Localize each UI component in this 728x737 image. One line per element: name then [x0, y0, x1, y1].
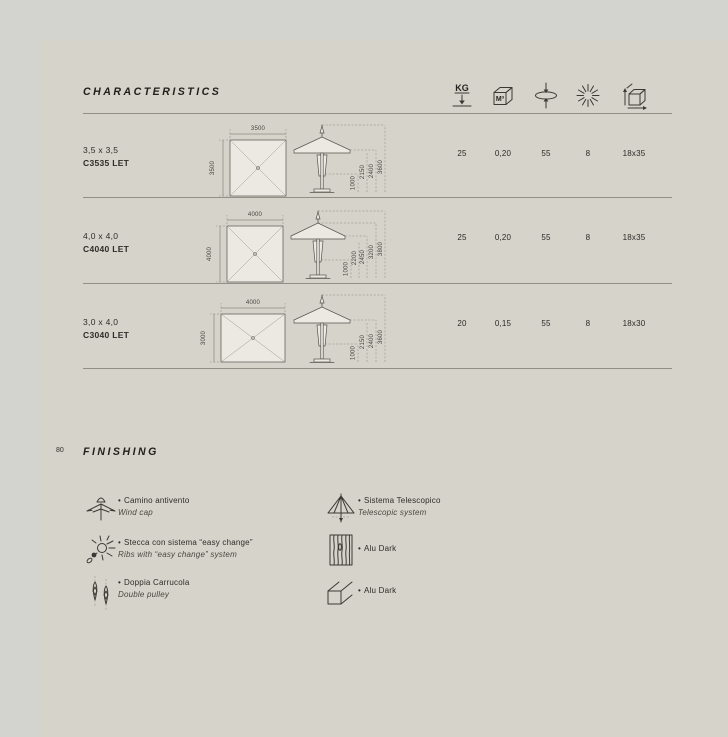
product-size: 3,5 x 3,5 [83, 145, 119, 155]
table-row-product [83, 144, 129, 170]
sideview-dim-label: 3600 [378, 159, 384, 175]
value-fold-diameter: 55 [541, 149, 551, 158]
topview-depth-label: 4000 [207, 246, 213, 262]
catalog-paper [40, 40, 728, 737]
value-volume: 0,15 [494, 319, 512, 328]
sideview-dim-label: 2150 [360, 334, 366, 350]
value-weight: 20 [457, 319, 467, 328]
double-pulley-icon [84, 574, 118, 608]
value-packing: 18x30 [622, 319, 646, 328]
alu-dark-texture-icon [324, 532, 358, 566]
topview-depth-label: 3500 [210, 160, 216, 176]
value-ribs: 8 [585, 149, 591, 158]
easy-change-ribs-icon [84, 534, 118, 568]
finishing-item [84, 492, 189, 526]
bullet: • [118, 496, 122, 505]
finishing-title: FINISHING [83, 446, 159, 458]
value-volume: 0,20 [494, 233, 512, 242]
fold-diameter-icon [533, 82, 559, 109]
finishing-label-en: Ribs with “easy change” system [118, 550, 237, 559]
sideview-dim-label: 2450 [360, 249, 366, 265]
finishing-item [324, 532, 396, 566]
value-packing: 18x35 [622, 233, 646, 242]
table-row-product [83, 230, 129, 256]
finishing-label-en: Double pulley [118, 590, 170, 599]
product-code: C4040 LET [83, 244, 130, 254]
wind-cap-icon [84, 492, 118, 526]
finishing-item [324, 574, 396, 608]
ribs-count-icon [575, 82, 601, 109]
page-number: 80 [56, 447, 64, 454]
characteristics-title: CHARACTERISTICS [83, 86, 222, 98]
sideview-dim-label: 2400 [369, 163, 375, 179]
table-row-product [83, 316, 129, 342]
finishing-label-en: Wind cap [118, 508, 153, 517]
sideview-dim-label: 3200 [369, 244, 375, 260]
divider [83, 368, 672, 369]
kg-label: KG [455, 83, 469, 93]
bullet: • [358, 586, 362, 595]
product-size: 3,0 x 4,0 [83, 317, 119, 327]
finishing-label-it: • Doppia Carrucola [118, 578, 190, 587]
product-code: C3040 LET [83, 330, 130, 340]
side-view-drawing [288, 292, 393, 366]
value-weight: 25 [457, 149, 467, 158]
bullet: • [118, 538, 122, 547]
bullet: • [358, 496, 362, 505]
value-packing: 18x35 [622, 149, 646, 158]
finishing-item [324, 492, 441, 526]
sideview-dim-label: 2400 [369, 333, 375, 349]
finishing-label-it: • Stecca con sistema “easy change” [118, 538, 253, 547]
divider [83, 113, 672, 114]
side-view-drawing [288, 208, 393, 282]
finishing-label-it: • Sistema Telescopico [358, 496, 441, 505]
finishing-label-it: • Camino antivento [118, 496, 190, 505]
sideview-dim-label: 2150 [360, 164, 366, 180]
value-volume: 0,20 [494, 149, 512, 158]
finishing-item [84, 574, 189, 608]
topview-depth-label: 3000 [201, 330, 207, 346]
volume-m3-icon [490, 84, 516, 109]
sideview-dim-label: 1000 [350, 175, 357, 191]
value-ribs: 8 [585, 319, 591, 328]
m3-label: M³ [495, 96, 505, 103]
product-code: C3535 LET [83, 158, 130, 168]
sideview-dim-label: 3800 [378, 241, 384, 257]
value-ribs: 8 [585, 233, 591, 242]
value-fold-diameter: 55 [541, 319, 551, 328]
bullet: • [358, 544, 362, 553]
topview-width-label: 4000 [247, 212, 263, 218]
finishing-label-it: • Alu Dark [358, 586, 397, 595]
sideview-dim-label: 1000 [350, 345, 357, 361]
sideview-dim-label: 3600 [378, 329, 384, 345]
alu-dark-profile-icon [324, 574, 358, 608]
value-fold-diameter: 55 [541, 233, 551, 242]
sideview-dim-label: 2200 [352, 250, 358, 266]
finishing-item [84, 534, 253, 568]
finishing-label-it: • Alu Dark [358, 544, 397, 553]
topview-width-label: 3500 [250, 126, 266, 132]
bullet: • [118, 578, 122, 587]
telescopic-system-icon [324, 492, 358, 526]
top-view-drawing [195, 290, 300, 368]
topview-width-label: 4000 [245, 300, 261, 306]
divider [83, 283, 672, 284]
side-view-drawing [288, 122, 393, 196]
finishing-label-en: Telescopic system [358, 508, 427, 517]
product-size: 4,0 x 4,0 [83, 231, 119, 241]
value-weight: 25 [457, 233, 467, 242]
top-view-drawing [195, 206, 300, 284]
divider [83, 197, 672, 198]
packing-size-icon [620, 82, 649, 110]
sideview-dim-label: 1000 [343, 261, 350, 277]
weight-kg-icon [449, 82, 475, 109]
